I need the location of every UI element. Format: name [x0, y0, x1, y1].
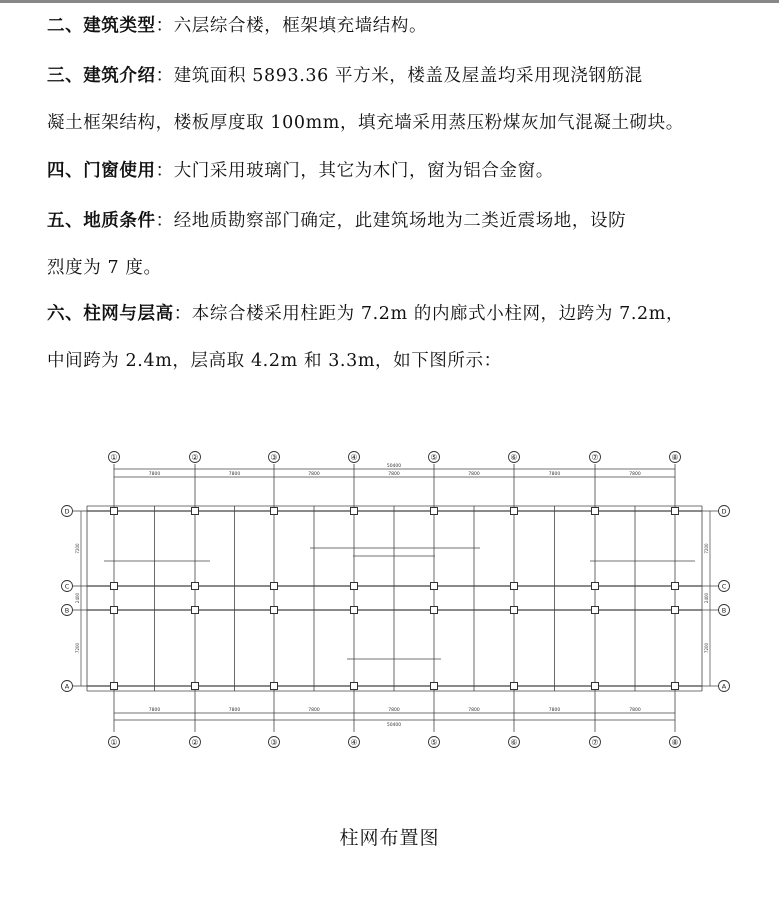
axis-label-bottom-7: ⑦ — [591, 738, 599, 747]
dim-label-top-span-5: 7800 — [468, 472, 480, 477]
paragraph-geology — [47, 198, 747, 292]
column-2-D — [192, 508, 199, 515]
axis-label-bottom-4: ④ — [350, 738, 358, 747]
text-column-grid-line1: ：本综合楼采用柱距为 7.2m 的内廊式小柱网，边跨为 7.2m， — [173, 304, 685, 324]
column-8-D — [672, 508, 679, 515]
column-7-C — [592, 583, 599, 590]
axis-label-top-3: ③ — [270, 453, 278, 462]
dim-label-right-row-3: 7200 — [704, 642, 709, 654]
column-grid-plan — [55, 440, 745, 760]
axis-label-right-B: B — [721, 606, 727, 615]
column-5-D — [431, 508, 438, 515]
dim-label-right-row-1: 7200 — [704, 543, 709, 554]
dim-label-bottom-span-2: 7800 — [228, 708, 241, 713]
axis-label-right-A: A — [721, 682, 727, 691]
dim-label-top-span-6: 7800 — [548, 472, 561, 477]
axis-label-right-C: C — [721, 582, 727, 591]
dim-label-top-span-2: 7800 — [228, 472, 241, 477]
dim-label-top-span-3: 7800 — [308, 472, 320, 477]
dim-label-bottom-span-3: 7800 — [308, 708, 320, 713]
paragraph-building-type — [47, 3, 747, 50]
axis-label-top-5: ⑤ — [430, 453, 438, 462]
dim-label-left-row-2: 2400 — [75, 592, 80, 604]
heading-building-type: 二、建筑类型 — [47, 16, 156, 36]
column-3-D — [271, 508, 278, 515]
column-3-A — [271, 683, 278, 690]
column-5-C — [431, 583, 438, 590]
heading-column-grid: 六、柱网与层高 — [47, 304, 174, 324]
axis-label-top-7: ⑦ — [591, 453, 599, 462]
column-6-A — [511, 683, 518, 690]
dim-label-top-total: 50400 — [386, 464, 402, 469]
axis-label-bottom-1: ① — [110, 738, 118, 747]
dim-label-bottom-total: 50400 — [386, 723, 402, 728]
axis-label-top-4: ④ — [350, 453, 358, 462]
paragraph-building-intro — [47, 53, 747, 147]
column-1-C — [111, 583, 118, 590]
axis-label-bottom-8: ⑧ — [671, 738, 679, 747]
text-building-intro-line1: ：建筑面积 5893.36 平方米，楼盖及屋盖均采用现浇钢筋混 — [155, 66, 643, 86]
column-4-D — [351, 508, 358, 515]
column-2-A — [192, 683, 199, 690]
heading-doors-windows: 四、门窗使用 — [47, 161, 156, 181]
axis-label-top-6: ⑥ — [510, 453, 518, 462]
dim-label-top-span-7: 7800 — [629, 472, 641, 477]
column-1-B — [111, 607, 118, 614]
column-6-C — [511, 583, 518, 590]
dim-label-bottom-span-6: 7800 — [548, 708, 561, 713]
axis-label-bottom-3: ③ — [270, 738, 278, 747]
column-3-B — [271, 607, 278, 614]
heading-building-intro: 三、建筑介绍 — [47, 66, 156, 86]
dim-label-bottom-span-4: 7800 — [388, 708, 400, 713]
axis-label-top-8: ⑧ — [671, 453, 679, 462]
column-2-C — [192, 583, 199, 590]
column-3-C — [271, 583, 278, 590]
column-8-B — [672, 607, 679, 614]
column-8-A — [672, 683, 679, 690]
axis-label-left-A: A — [64, 682, 70, 691]
axis-label-left-D: D — [64, 507, 70, 516]
column-7-D — [592, 508, 599, 515]
heading-geology: 五、地质条件 — [47, 211, 156, 231]
column-4-B — [351, 607, 358, 614]
dim-label-top-span-4: 7800 — [388, 472, 400, 477]
text-doors-windows: ：大门采用玻璃门，其它为木门，窗为铝合金窗。 — [155, 161, 554, 181]
text-building-type: ：六层综合楼，框架填充墙结构。 — [155, 16, 428, 36]
column-1-A — [111, 683, 118, 690]
column-7-A — [592, 683, 599, 690]
column-4-C — [351, 583, 358, 590]
paragraph-doors-windows — [47, 148, 747, 195]
column-6-D — [511, 508, 518, 515]
axis-label-bottom-5: ⑤ — [430, 738, 438, 747]
figure-caption: 柱网布置图 — [339, 827, 440, 849]
column-5-B — [431, 607, 438, 614]
text-building-intro-line2: 凝土框架结构，楼板厚度取 100mm，填充墙采用蒸压粉煤灰加气混凝土砌块。 — [47, 113, 684, 133]
column-5-A — [431, 683, 438, 690]
dim-label-left-row-1: 7200 — [75, 543, 80, 554]
axis-label-top-2: ② — [191, 453, 199, 462]
dim-label-left-row-3: 7200 — [75, 642, 80, 654]
text-column-grid-line2: 中间跨为 2.4m，层高取 4.2m 和 3.3m，如下图所示： — [47, 351, 502, 371]
column-1-D — [111, 508, 118, 515]
column-4-A — [351, 683, 358, 690]
dim-label-bottom-span-7: 7800 — [629, 708, 641, 713]
axis-label-top-1: ① — [110, 453, 118, 462]
dim-label-bottom-span-1: 7800 — [148, 708, 161, 713]
axis-label-bottom-6: ⑥ — [510, 738, 518, 747]
text-geology-line2: 烈度为 7 度。 — [47, 258, 162, 278]
column-2-B — [192, 607, 199, 614]
axis-label-bottom-2: ② — [191, 738, 199, 747]
dim-label-right-row-2: 2400 — [704, 592, 709, 604]
axis-label-left-C: C — [64, 582, 70, 591]
axis-label-right-D: D — [721, 507, 727, 516]
paragraph-column-grid — [47, 291, 747, 385]
column-8-C — [672, 583, 679, 590]
column-7-B — [592, 607, 599, 614]
dim-label-bottom-span-5: 7800 — [468, 708, 480, 713]
column-6-B — [511, 607, 518, 614]
axis-label-left-B: B — [64, 606, 70, 615]
dim-label-top-span-1: 7800 — [148, 472, 161, 477]
text-geology-line1: ：经地质勘察部门确定，此建筑场地为二类近震场地，设防 — [155, 211, 627, 231]
